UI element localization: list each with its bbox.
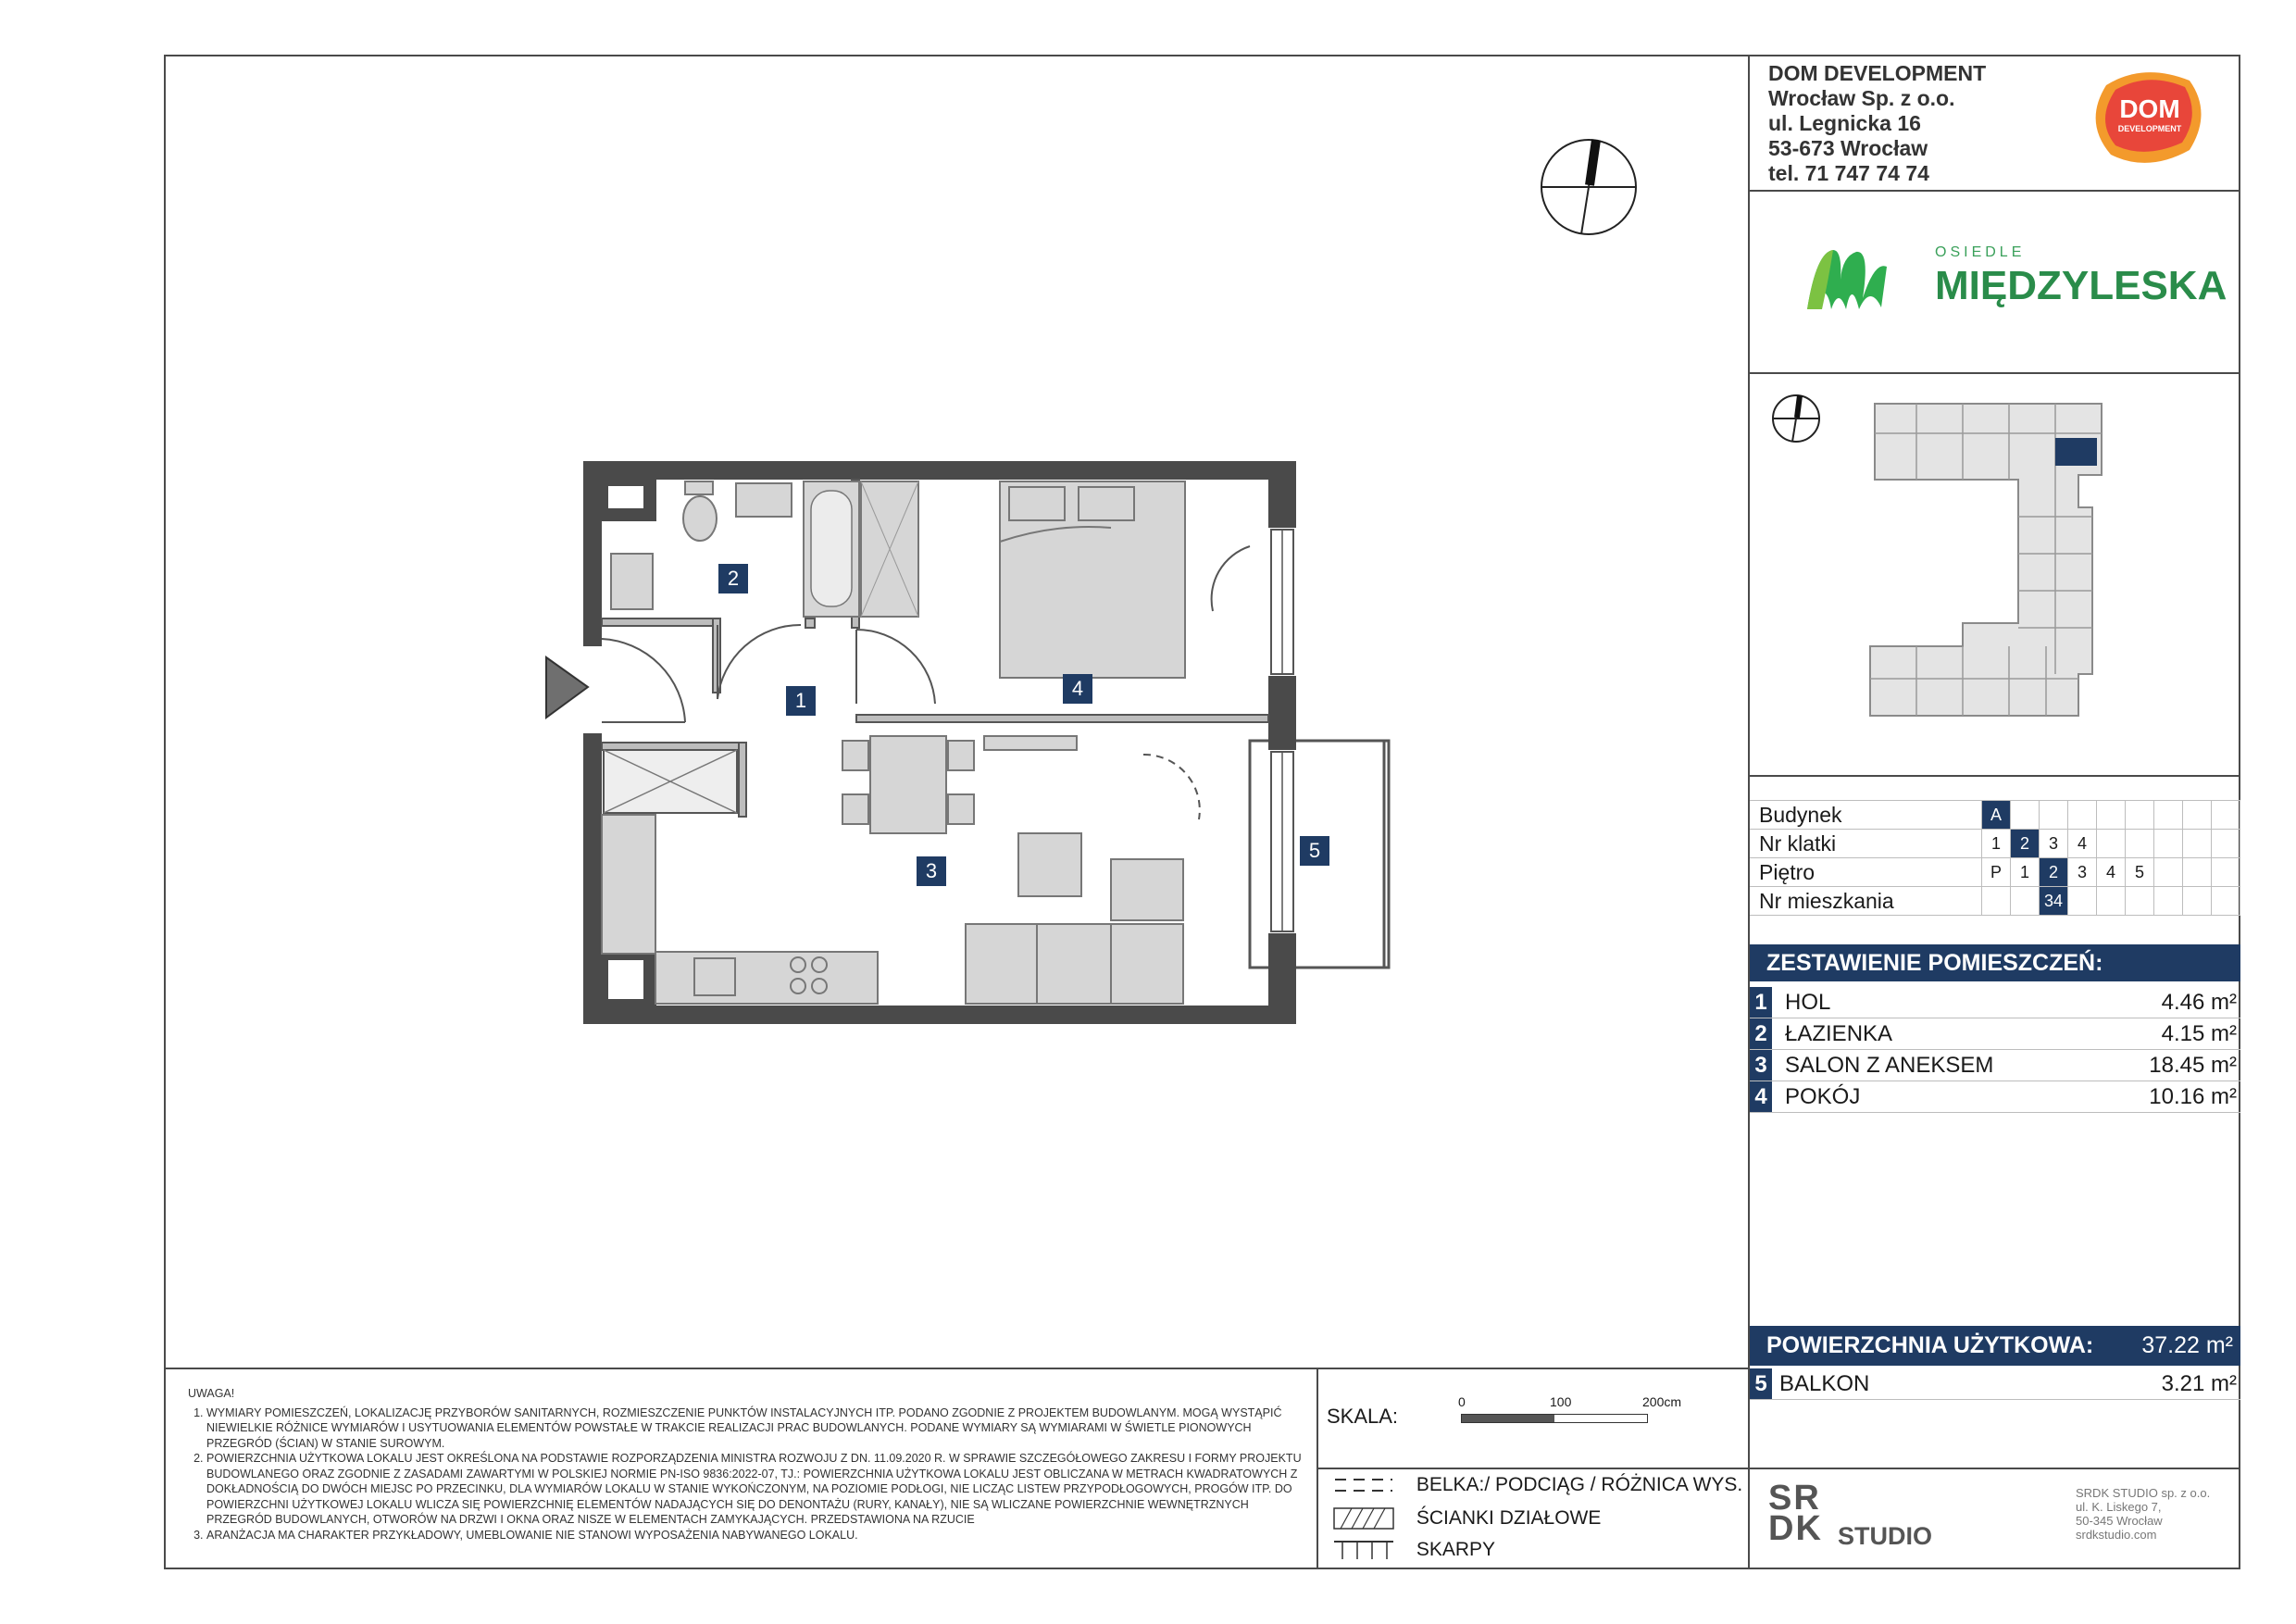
building-key-plan <box>1861 396 2139 739</box>
info-cell: A <box>1982 801 2011 830</box>
info-cell: 1 <box>1982 830 2011 858</box>
info-row-staircase <box>1750 830 2240 858</box>
total-area-bar <box>1750 1326 2240 1366</box>
room-area: 4.15 m² <box>2161 1021 2237 1046</box>
scale-label: SKALA: <box>1327 1405 1399 1428</box>
room-number: 4 <box>1750 1081 1772 1112</box>
studio-logo <box>1768 1479 1823 1548</box>
info-cell: 2 <box>2011 830 2040 858</box>
studio-address <box>2076 1486 2210 1542</box>
notes-title: UWAGA! <box>188 1387 235 1400</box>
dashed-lines-icon <box>1333 1474 1394 1496</box>
legend-text: SKARPY <box>1416 1539 1496 1560</box>
room-name: HOL <box>1785 990 1831 1015</box>
company-line: ul. Legnicka 16 <box>1768 111 1921 135</box>
north-compass-icon <box>1539 137 1639 237</box>
room-name: POKÓJ <box>1785 1084 1861 1109</box>
logo-subtext: DEVELOPMENT <box>2117 124 2182 133</box>
apartment-info-table <box>1750 800 2240 916</box>
info-cell: 2 <box>2040 858 2068 887</box>
room-area: 10.16 m² <box>2149 1084 2237 1109</box>
plan-label-living: 3 <box>917 856 946 886</box>
floor-plan <box>537 454 1398 1028</box>
legend-text: ŚCIANKI DZIAŁOWE <box>1416 1507 1602 1529</box>
info-label: Nr mieszkania <box>1750 887 1982 916</box>
room-name: BALKON <box>1779 1371 1870 1396</box>
scale-bar <box>1461 1414 1648 1423</box>
room-area: 18.45 m² <box>2149 1053 2237 1078</box>
info-cell: 4 <box>2068 830 2097 858</box>
room-number: 3 <box>1750 1050 1772 1081</box>
room-row <box>1750 1018 2240 1050</box>
scale-tick: 200cm <box>1642 1394 1682 1409</box>
plan-label-room: 4 <box>1063 674 1092 704</box>
company-address <box>1768 61 1986 186</box>
total-area-label: POWIERZCHNIA UŻYTKOWA: <box>1766 1332 2094 1358</box>
keyplan-compass-icon <box>1770 393 1822 444</box>
info-cell: 3 <box>2040 830 2068 858</box>
room-area: 3.21 m² <box>2161 1371 2237 1396</box>
room-number: 5 <box>1750 1368 1772 1399</box>
notes-list <box>188 1405 1308 1543</box>
room-number: 2 <box>1750 1018 1772 1049</box>
studio-logo-bottom: DK <box>1768 1509 1823 1548</box>
room-area: 4.46 m² <box>2161 990 2237 1015</box>
company-line: Wrocław Sp. z o.o. <box>1768 86 1955 110</box>
info-row-floor <box>1750 858 2240 887</box>
note-item: 1. WYMIARY POMIESZCZEŃ, LOKALIZACJĘ PRZYBORÓW SANITARNYCH, ROZMIESZCZENIE PUNKTÓW INSTALACYJNYCH ITP. PODANO ZGODNIE Z PROJEKTEM BUDOWLANYM. MOGĄ WYSTĄPIĆ NIEWIELKIE RÓŻNICE WYMIARÓW I USYTUOWANIA ELEMENTÓW POWSTAŁE W TRAKCIE REALIZACJI PRAC BUDOWLANYCH. PODANE WYMIARY SĄ WYMIARAMI W ŚWIETLE PIONOWYCH PRZEGRÓD (ŚCIAN) W STANIE SUROWYM. <box>206 1405 1308 1452</box>
project-prefix: OSIEDLE <box>1935 244 2026 260</box>
room-number: 1 <box>1750 987 1772 1018</box>
plan-label-balcony: 5 <box>1300 836 1329 866</box>
plan-label-hall: 1 <box>786 686 816 716</box>
room-name: SALON Z ANEKSEM <box>1785 1053 1994 1078</box>
info-row-building <box>1750 801 2240 830</box>
dom-development-logo <box>2088 67 2208 169</box>
info-cell: 4 <box>2097 858 2126 887</box>
studio-line: srdkstudio.com <box>2076 1528 2157 1542</box>
studio-line: ul. K. Liskego 7, <box>2076 1500 2162 1514</box>
project-logo-mark <box>1805 243 1889 312</box>
divider <box>1748 372 2240 374</box>
info-cell: 34 <box>2040 887 2068 916</box>
company-line: 53-673 Wrocław <box>1768 136 1928 160</box>
divider <box>1748 190 2240 192</box>
company-line: DOM DEVELOPMENT <box>1768 61 1987 85</box>
studio-logo-word: STUDIO <box>1838 1522 1933 1550</box>
company-line: tel. 71 747 74 74 <box>1768 161 1929 185</box>
legend-item <box>1333 1507 1601 1530</box>
divider <box>164 1368 1749 1369</box>
notes-block <box>188 1386 1308 1543</box>
logo-text: DOM <box>2119 94 2180 123</box>
total-area-value: 37.22 m² <box>2141 1332 2233 1358</box>
scarp-icon <box>1333 1539 1394 1561</box>
divider <box>1316 1468 2240 1469</box>
plan-label-bathroom: 2 <box>718 564 748 593</box>
legend-item <box>1333 1539 1495 1561</box>
project-name: MIĘDZYLESKA <box>1935 263 2227 308</box>
scale-tick: 100 <box>1550 1394 1572 1409</box>
info-cell: P <box>1982 858 2011 887</box>
info-row-apartment <box>1750 887 2240 916</box>
room-row <box>1750 1081 2240 1113</box>
info-cell: 3 <box>2068 858 2097 887</box>
info-cell: 5 <box>2126 858 2154 887</box>
studio-line: SRDK STUDIO sp. z o.o. <box>2076 1486 2211 1500</box>
studio-line: 50-345 Wrocław <box>2076 1514 2163 1528</box>
balcony-row <box>1750 1368 2240 1400</box>
note-item: 2. POWIERZCHNIA UŻYTKOWA LOKALU JEST OKREŚLONA NA PODSTAWIE ROZPORZĄDZENIA MINISTRA ROZWOJU Z DN. 11.09.2020 R. W SPRAWIE SZCZEGÓŁOWEGO ZAKRESU I FORMY PROJEKTU BUDOWLANEGO ORAZ ZGODNIE Z ZASADAMI ZAWARTYMI W POLSKIEJ NORMIE PN-ISO 9836:2022-07, TJ.: POWIERZCHNIA UŻYTKOWA LOKALU JEST OBLICZANA W METRACH KWADRATOWYCH Z DOKŁADNOŚCIĄ DO DWÓCH MIEJSC PO PRZECINKU, DLA WYMIARÓW LOKALU W STANIE WYKOŃCZONYM, NA POZIOMIE PODŁOGI, NIE LICZĄC LISTEW PRZYPODŁOGOWYCH, PROGÓW ITP. DO POWIERZCHNI UŻYTKOWEJ LOKALU WLICZA SIĘ POWIERZCHNIĘ ELEMENTÓW NADAJĄCYCH SIĘ DO DENONTAŻU (RURY, KANAŁY), NIE SĄ WLICZANE POWIERZCHNIE WEWNĘTRZNYCH PRZEGRÓD BUDOWLANYCH, OTWORÓW NA DRZWI I OKNA ORAZ NISZE W ELEMENTACH ZAMYKAJĄCYCH. PRZEDSTAWIONA NA RZUCIE <box>206 1451 1308 1528</box>
info-label: Nr klatki <box>1750 830 1982 858</box>
scale-tick: 0 <box>1458 1394 1466 1409</box>
room-row <box>1750 1050 2240 1081</box>
info-label: Piętro <box>1750 858 1982 887</box>
rooms-heading-text: ZESTAWIENIE POMIESZCZEŃ: <box>1766 950 2103 976</box>
info-label: Budynek <box>1750 801 1982 830</box>
info-cell: 1 <box>2011 858 2040 887</box>
legend-item <box>1333 1474 1742 1496</box>
room-name: ŁAZIENKA <box>1785 1021 1893 1046</box>
room-row <box>1750 987 2240 1018</box>
note-item: 3. ARANŻACJA MA CHARAKTER PRZYKŁADOWY, UMEBLOWANIE NIE STANOWI WYPOSAŻENIA NABYWANEGO LOKALU. <box>206 1528 1308 1543</box>
divider <box>1748 775 2240 777</box>
rooms-heading <box>1750 944 2240 981</box>
hatch-icon <box>1333 1507 1394 1530</box>
studio-logo-top: SR <box>1768 1479 1821 1518</box>
legend-text: BELKA:/ PODCIĄG / RÓŻNICA WYS. <box>1416 1474 1743 1495</box>
